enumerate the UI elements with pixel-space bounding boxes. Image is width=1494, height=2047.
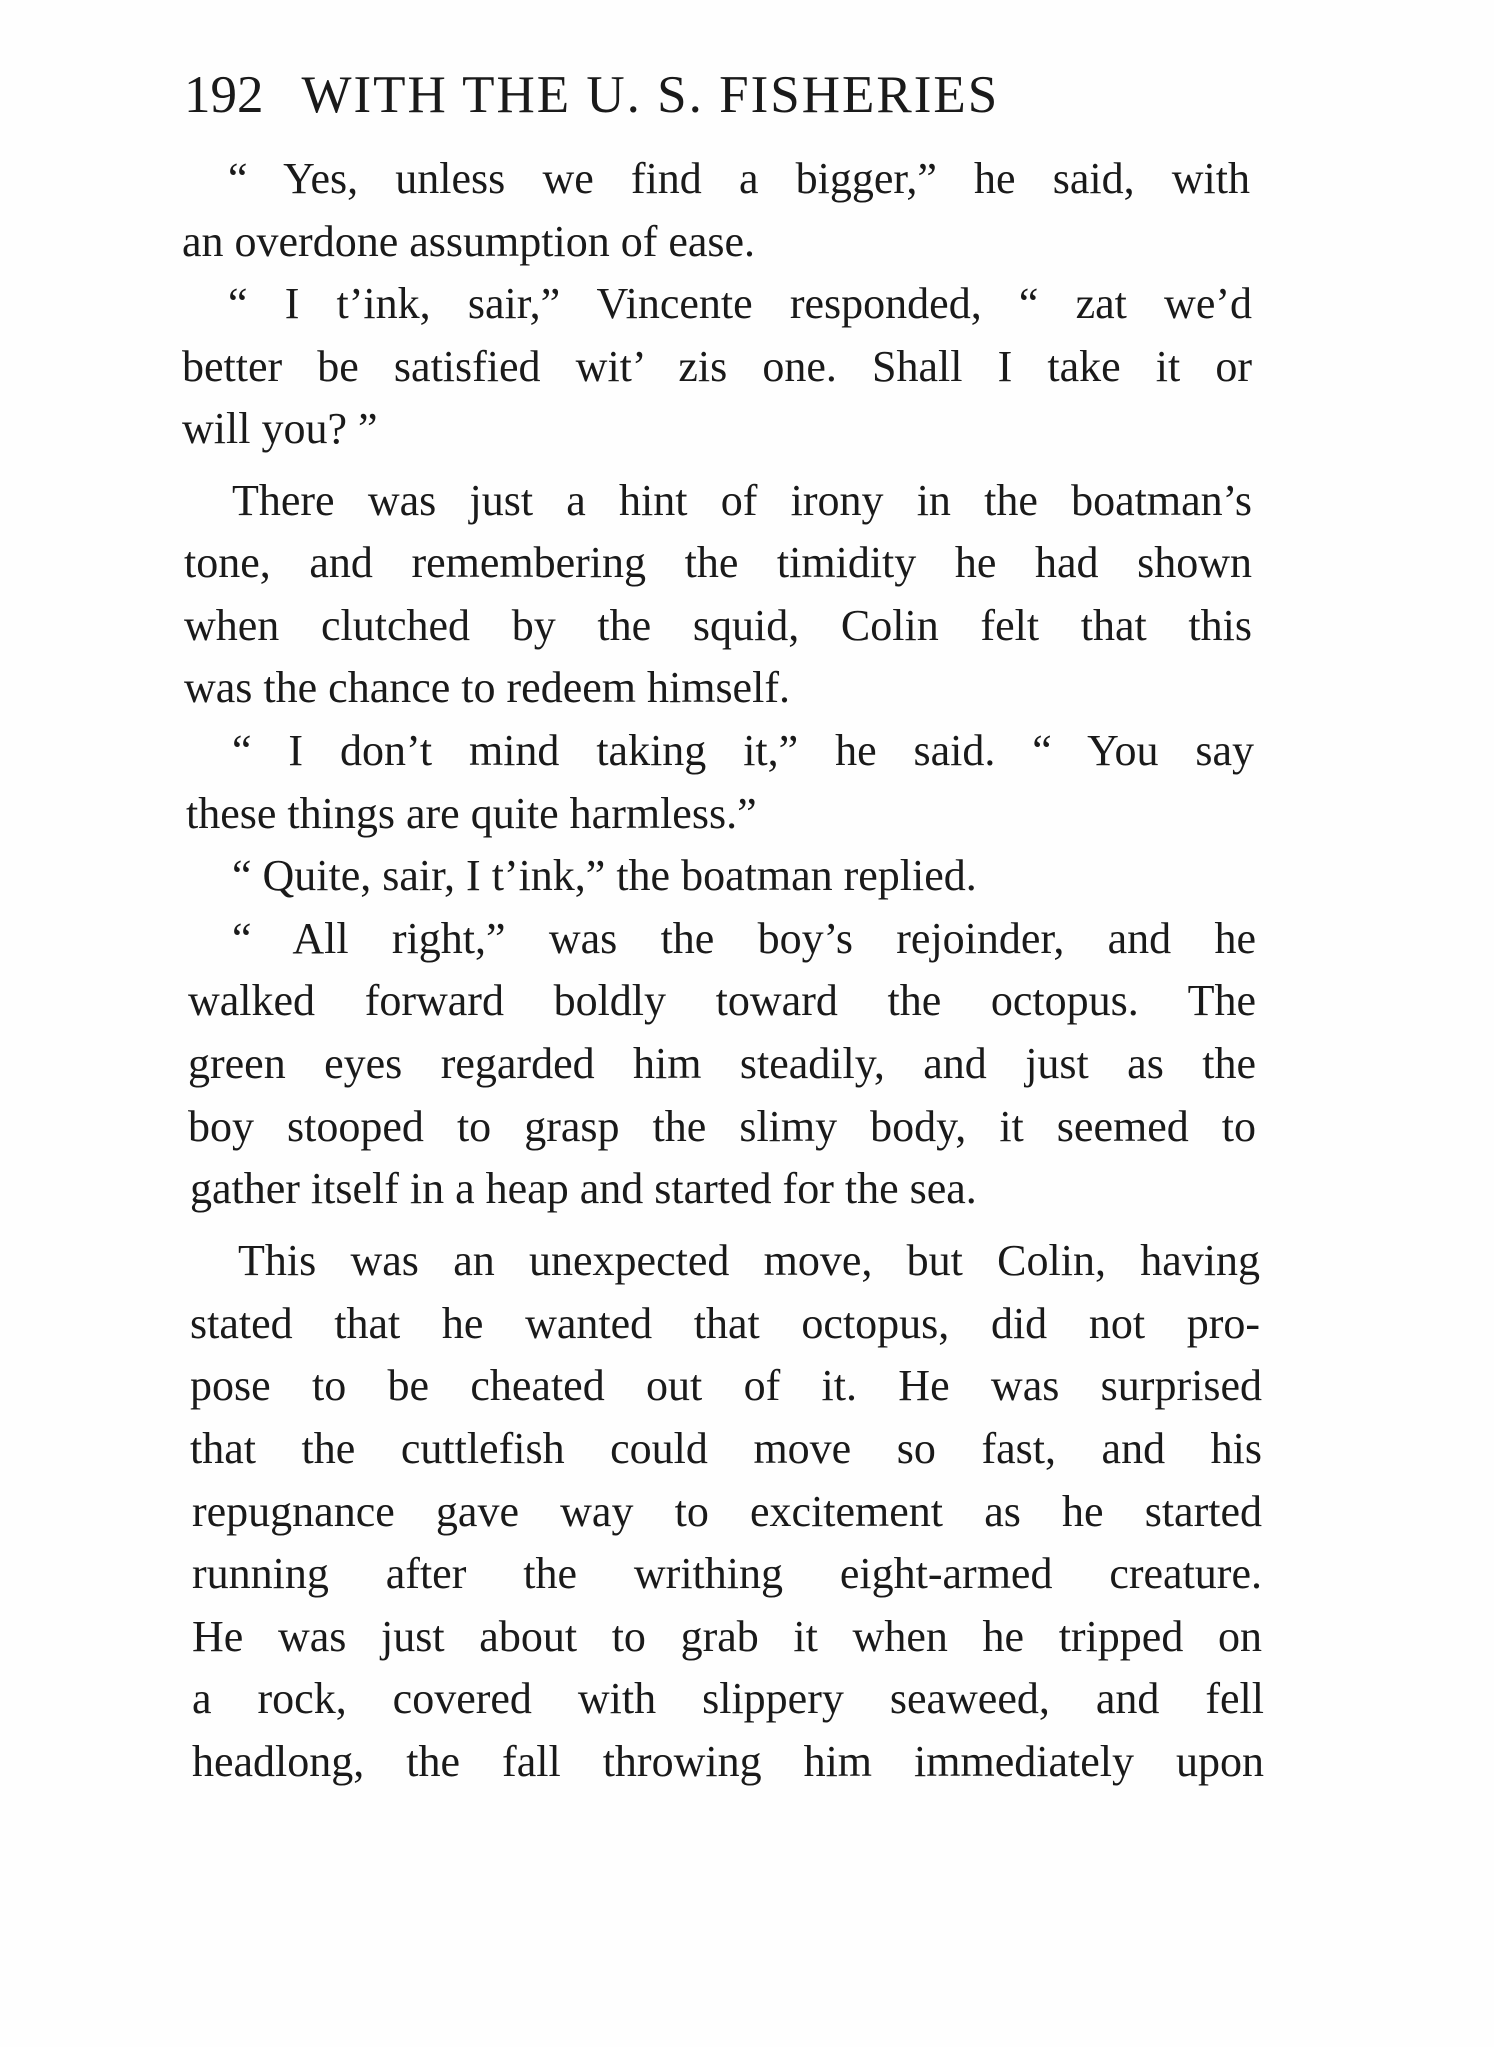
text-line: boy stooped to grasp the slimy body, it seemed to [188, 1102, 1256, 1151]
text-line: an overdone assumption of ease. [182, 217, 756, 266]
text-line: gather itself in a heap and started for the sea. [190, 1164, 977, 1213]
text-line: “ I don’t mind taking it,” he said. “ You say [232, 726, 1254, 775]
text-line: better be satisfied wit’ zis one. Shall I take it or [182, 342, 1252, 391]
page-number: 192 [184, 66, 264, 124]
text-line: was the chance to redeem himself. [184, 663, 790, 712]
text-line: stated that he wanted that octopus, did not pro- [190, 1299, 1260, 1348]
text-line: “ Yes, unless we find a bigger,” he said, with [228, 154, 1250, 203]
text-line: “ Quite, sair, I t’ink,” the boatman replied. [232, 851, 977, 900]
text-line: He was just about to grab it when he tripped on [192, 1612, 1262, 1661]
text-line: running after the writhing eight-armed creature. [192, 1549, 1262, 1598]
text-line: when clutched by the squid, Colin felt that this [184, 601, 1252, 650]
text-line: tone, and remembering the timidity he had shown [184, 538, 1252, 587]
text-line: green eyes regarded him steadily, and just as the [188, 1039, 1256, 1088]
text-line: “ I t’ink, sair,” Vincente responded, “ zat we’d [228, 279, 1252, 328]
running-head [184, 60, 1274, 130]
text-line: headlong, the fall throwing him immediately upon [192, 1737, 1264, 1786]
text-line: There was just a hint of irony in the boatman’s [232, 476, 1252, 525]
running-head-title: WITH THE U. S. FISHERIES [301, 66, 1000, 124]
text-line: “ All right,” was the boy’s rejoinder, and he [232, 914, 1256, 963]
text-line: walked forward boldly toward the octopus. The [188, 976, 1256, 1025]
text-line: will you? ” [182, 404, 378, 453]
text-line: repugnance gave way to excitement as he started [192, 1487, 1262, 1536]
text-line: pose to be cheated out of it. He was surprised [190, 1361, 1262, 1410]
text-line: that the cuttlefish could move so fast, and his [190, 1424, 1262, 1473]
text-line: these things are quite harmless.” [186, 789, 757, 838]
text-line: This was an unexpected move, but Colin, having [238, 1236, 1260, 1285]
text-line: a rock, covered with slippery seaweed, and fell [192, 1674, 1264, 1723]
